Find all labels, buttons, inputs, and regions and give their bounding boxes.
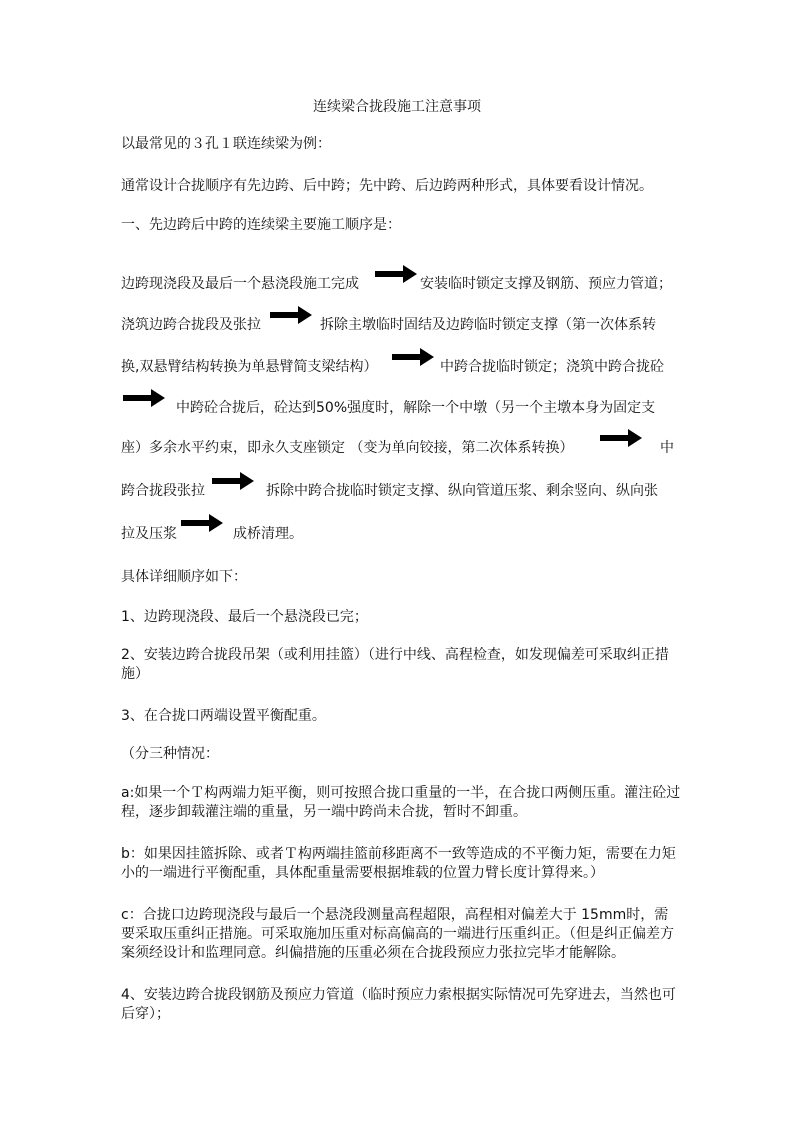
detail-heading: 具体详细顺序如下：	[121, 569, 247, 585]
case-a: a:如果一个Ｔ构两端力矩平衡，则可按照合拢口重量的一半，在合拢口两侧压重。灌注砼过程，逐步卸载灌注端的重量，另一端中跨尚未合拢，暂时不卸重。	[121, 785, 681, 820]
right-arrow-icon	[123, 389, 165, 407]
section-heading-1: 一、先边跨后中跨的连续梁主要施工顺序是：	[121, 217, 401, 233]
flow-step-text: 拉及压浆	[121, 526, 177, 542]
step-4: 4、安装边跨合拢段钢筋及预应力管道（临时预应力索根据实际情况可先穿进去，当然也可后穿）；	[121, 987, 676, 1022]
cases-intro: （分三种情况：	[121, 746, 219, 762]
flow-step-text: 成桥清理。	[233, 526, 303, 542]
right-arrow-icon	[181, 514, 223, 532]
case-b: b：如果因挂篮拆除、或者Ｔ构两端挂篮前移距离不一致等造成的不平衡力矩，需要在力矩小的一端进行平衡配重，具体配重量需要根据堆载的位置力臂长度计算得来。）	[121, 846, 676, 881]
flow-step-text: 跨合拢段张拉	[121, 483, 205, 499]
step-1: 1、边跨现浇段、最后一个悬浇段已完；	[121, 609, 368, 625]
flow-step-text: 拆除主墩临时固结及边跨临时锁定支撑（第一次体系转	[320, 317, 656, 333]
right-arrow-icon	[600, 429, 642, 447]
order-paragraph: 通常设计合拢顺序有先边跨、后中跨；先中跨、后边跨两种形式，具体要看设计情况。	[121, 178, 653, 194]
right-arrow-icon	[212, 472, 254, 490]
flow-step-text: 中跨砼合拢后，砼达到50%强度时，解除一个中墩（另一个主墩本身为固定支	[176, 400, 656, 416]
right-arrow-icon	[270, 306, 312, 324]
step-3: 3、在合拢口两端设置平衡配重。	[121, 708, 326, 724]
intro-line: 以最常见的３孔１联连续梁为例：	[121, 136, 331, 152]
right-arrow-icon	[392, 348, 434, 366]
step-2: 2、安装边跨合拢段吊架（或利用挂篮）（进行中线、高程检查，如发现偏差可采取纠正措施）	[121, 647, 669, 682]
right-arrow-icon	[375, 265, 417, 283]
flow-step-text: 浇筑边跨合拢段及张拉	[121, 317, 261, 333]
flow-step-text: 拆除中跨合拢临时锁定支撑、纵向管道压浆、剩余竖向、纵向张	[266, 483, 658, 499]
flow-step-text: 中	[660, 440, 674, 456]
document-title: 连续梁合拢段施工注意事项	[313, 99, 481, 115]
flow-step-text: 换,双悬臂结构转换为单悬臂简支梁结构）	[121, 359, 378, 375]
flow-step-text: 座）多余水平约束，即永久支座锁定 （变为单向铰接，第二次体系转换）	[121, 440, 574, 456]
flow-step-text: 边跨现浇段及最后一个悬浇段施工完成	[121, 276, 359, 292]
flow-step-text: 中跨合拢临时锁定；浇筑中跨合拢砼	[440, 359, 664, 375]
case-c: c：合拢口边跨现浇段与最后一个悬浇段测量高程超限，高程相对偏差大于 15mm时，需要采取压重纠正措施。可采取施加压重对标高偏高的一端进行压重纠正。（但是纠正偏差方案须经设计和监理同意。纠偏措施的压重必须在合拢段预应力张拉完毕才能解除。	[121, 907, 674, 961]
flow-step-text: 安装临时锁定支撑及钢筋、预应力管道；	[420, 276, 672, 292]
